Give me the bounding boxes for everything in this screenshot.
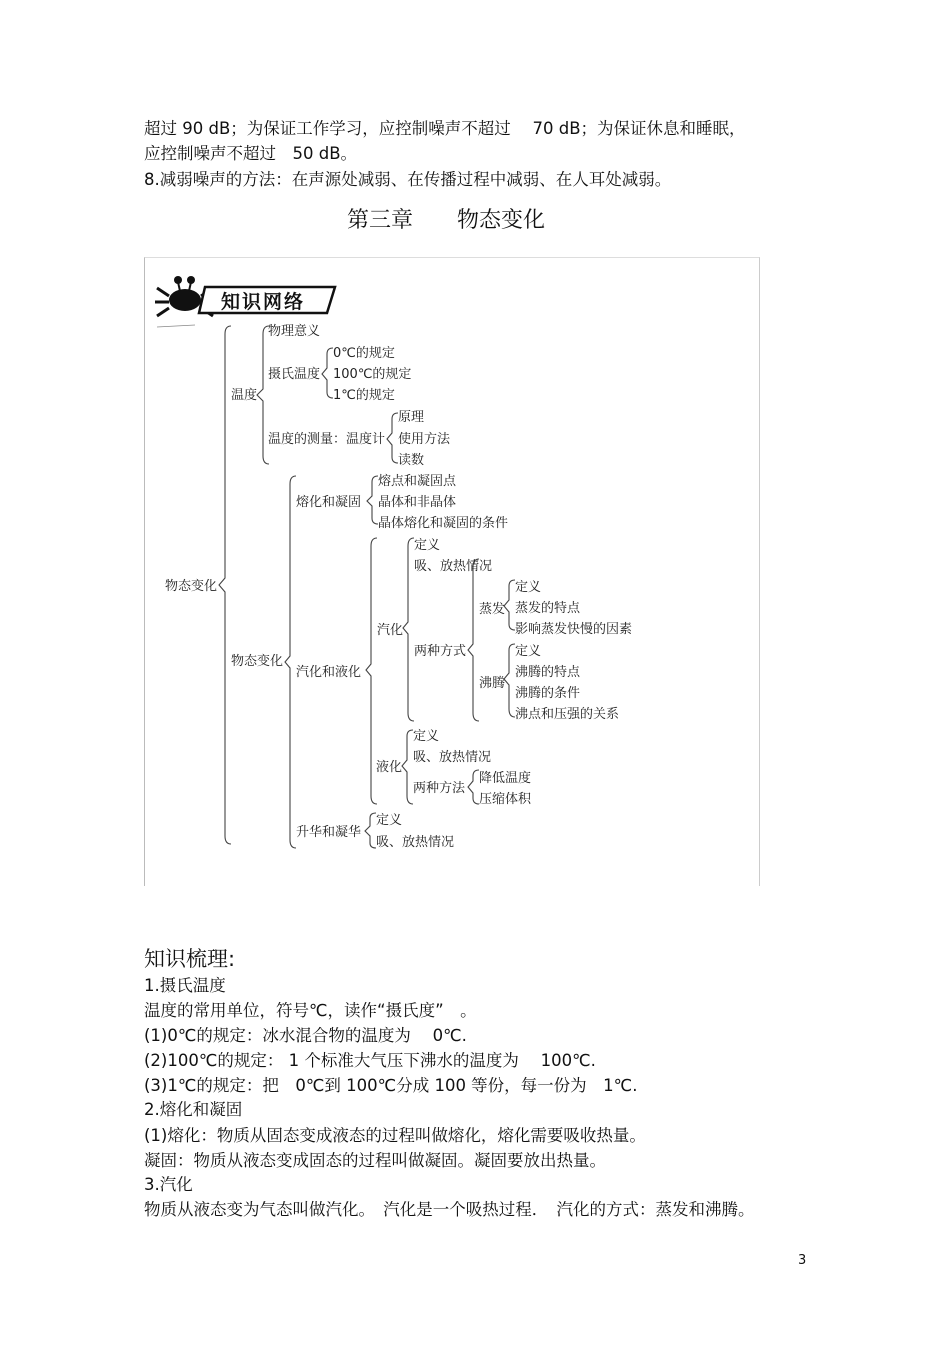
top-line-2: 应控制噪声不超过 50 dB。 [144,144,358,163]
body-line-8: 凝固：物质从液态变成固态的过程叫做凝固。凝固要放出热量。 [144,1151,606,1170]
body-line-6: 2.熔化和凝固 [144,1100,243,1119]
node-liq-definition: 定义 [413,729,440,744]
node-physical-meaning: 物理意义 [268,324,321,339]
node-two-ways: 两种方式 [414,644,467,659]
node-rule-0: 0℃的规定 [333,346,395,361]
body-line-2: 温度的常用单位，符号℃，读作“摄氏度” 。 [144,1001,477,1020]
node-evap-feature: 蒸发的特点 [515,601,581,616]
body-line-1: 1.摄氏温度 [144,976,226,995]
section-title: 知识梳理: [144,947,236,971]
node-sublimation: 升华和凝华 [296,825,362,840]
node-rule-1: 1℃的规定 [333,388,395,403]
node-liquefaction: 液化 [376,760,403,775]
node-rule-100: 100℃的规定 [333,367,412,382]
node-liq-heat: 吸、放热情况 [413,750,492,765]
body-line-7: (1)熔化：物质从固态变成液态的过程叫做熔化，熔化需要吸收热量。 [144,1126,646,1145]
body-line-9: 3.汽化 [144,1175,193,1194]
body-line-5: (3)1℃的规定：把 0℃到 100℃分成 100 等份，每一份为 1℃. [144,1076,638,1095]
node-measurement: 温度的测量：温度计 [268,432,386,447]
node-compress-volume: 压缩体积 [479,792,532,807]
body-line-10: 物质从液态变为气态叫做汽化。 汽化是一个吸热过程． 汽化的方式：蒸发和沸腾。 [144,1200,755,1219]
node-sub-definition: 定义 [376,813,403,828]
node-crystal-condition: 晶体熔化和凝固的条件 [378,516,509,531]
node-lower-temperature: 降低温度 [479,771,532,786]
node-vap-heat: 吸、放热情况 [414,559,493,574]
node-two-methods: 两种方法 [413,781,466,796]
node-reading: 读数 [398,453,425,468]
knowledge-network-figure [144,257,760,886]
node-vap-definition: 定义 [414,538,441,553]
top-line-1: 超过 90 dB；为保证工作学习，应控制噪声不超过 70 dB；为保证休息和睡眠， [144,119,746,138]
node-evap-factor: 影响蒸发快慢的因素 [515,622,633,637]
node-celsius: 摄氏温度 [268,367,321,382]
node-boil-condition: 沸腾的条件 [515,686,581,701]
page-number: 3 [798,1253,807,1268]
body-line-3: (1)0℃的规定：冰水混合物的温度为 0℃. [144,1026,467,1045]
node-melting: 熔化和凝固 [296,495,362,510]
node-state-change: 物态变化 [231,654,284,669]
node-boil-feature: 沸腾的特点 [515,665,581,680]
node-crystal: 晶体和非晶体 [378,495,457,510]
body-line-4: (2)100℃的规定： 1 个标准大气压下沸水的温度为 100℃. [144,1051,596,1070]
node-sub-heat: 吸、放热情况 [376,835,455,850]
node-boiling: 沸腾 [479,676,506,691]
node-usage: 使用方法 [398,432,451,447]
node-vaporization-liquefaction: 汽化和液化 [296,665,362,680]
top-line-3: 8.减弱噪声的方法：在声源处减弱、在传播过程中减弱、在人耳处减弱。 [144,170,672,189]
node-boil-pressure: 沸点和压强的关系 [515,707,620,722]
node-temperature: 温度 [231,388,258,403]
node-root: 物态变化 [165,579,218,594]
node-evap-definition: 定义 [515,580,542,595]
node-vaporization: 汽化 [377,623,404,638]
node-melting-point: 熔点和凝固点 [378,474,457,489]
node-evaporation: 蒸发 [479,602,506,617]
node-principle: 原理 [398,410,425,425]
banner-text: 知识网络 [221,291,306,313]
node-boil-definition: 定义 [515,644,542,659]
chapter-title: 第三章 物态变化 [347,208,546,233]
